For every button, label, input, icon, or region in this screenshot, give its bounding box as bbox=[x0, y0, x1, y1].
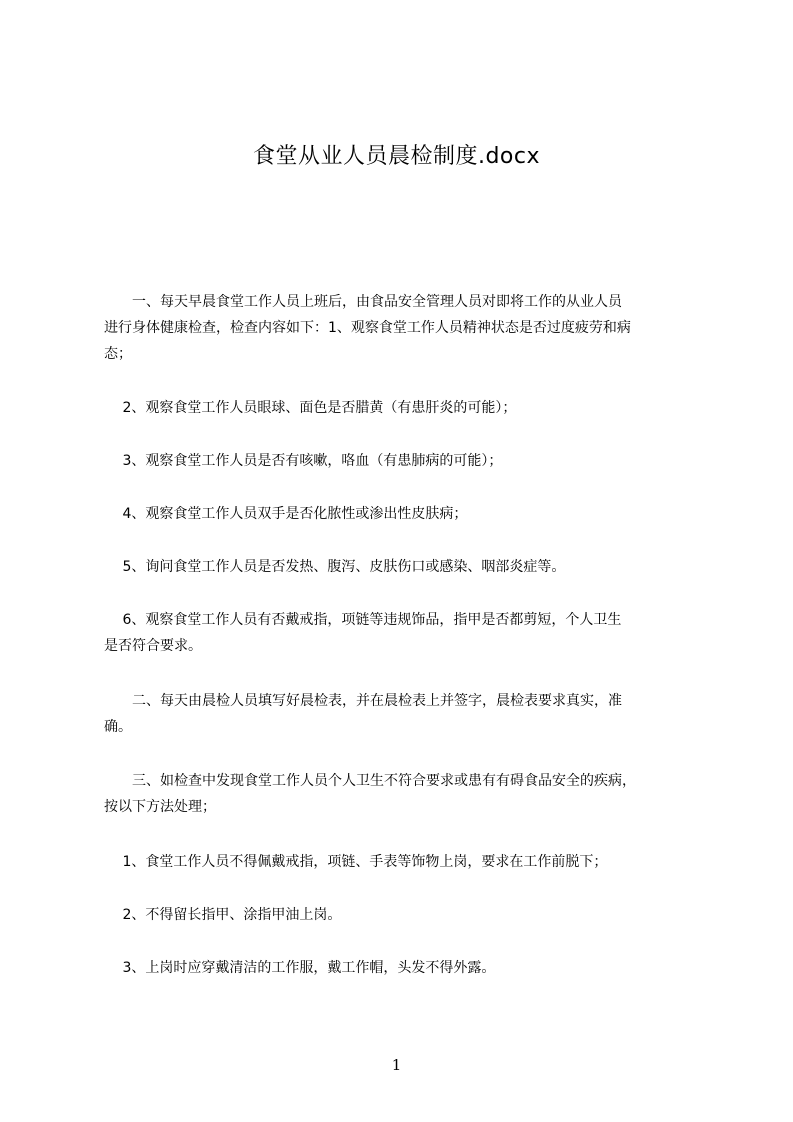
paragraph-line: 5、询问食堂工作人员是否发热、腹泻、皮肤伤口或感染、咽部炎症等。 bbox=[104, 559, 566, 575]
paragraph-2 bbox=[104, 395, 704, 421]
paragraph-6 bbox=[104, 607, 704, 659]
paragraph-11 bbox=[104, 955, 704, 981]
paragraph-4 bbox=[104, 501, 704, 527]
paragraph-line: 按以下方法处理； bbox=[104, 799, 216, 815]
paragraph-line: 三、如检查中发现食堂工作人员个人卫生不符合要求或患有有碍食品安全的疾病， bbox=[104, 773, 636, 789]
page-number: 1 bbox=[391, 1056, 402, 1074]
paragraph-5 bbox=[104, 554, 704, 580]
paragraph-line: 进行身体健康检查，检查内容如下：1、观察食堂工作人员精神状态是否过度疲劳和病 bbox=[104, 320, 631, 336]
paragraph-9 bbox=[104, 849, 704, 875]
paragraph-7 bbox=[104, 688, 704, 740]
paragraph-line: 态； bbox=[104, 346, 132, 362]
paragraph-line: 3、上岗时应穿戴清洁的工作服，戴工作帽，头发不得外露。 bbox=[104, 960, 496, 976]
paragraph-8 bbox=[104, 768, 704, 820]
paragraph-line: 二、每天由晨检人员填写好晨检表，并在晨检表上并签字，晨检表要求真实，准 bbox=[104, 693, 622, 709]
paragraph-line: 是否符合要求。 bbox=[104, 638, 202, 654]
paragraph-line: 1、食堂工作人员不得佩戴戒指，项链、手表等饰物上岗，要求在工作前脱下； bbox=[104, 854, 608, 870]
paragraph-3 bbox=[104, 448, 704, 474]
paragraph-1 bbox=[104, 289, 704, 367]
paragraph-line: 确。 bbox=[104, 719, 132, 735]
paragraph-10 bbox=[104, 902, 704, 928]
paragraph-line: 6、观察食堂工作人员有否戴戒指，项链等违规饰品，指甲是否都剪短，个人卫生 bbox=[104, 612, 622, 628]
document-title: 食堂从业人员晨检制度.docx bbox=[252, 144, 541, 169]
paragraph-line: 4、观察食堂工作人员双手是否化脓性或渗出性皮肤病； bbox=[104, 506, 468, 522]
paragraph-line: 2、观察食堂工作人员眼球、面色是否腊黄（有患肝炎的可能）； bbox=[104, 400, 517, 416]
paragraph-line: 2、不得留长指甲、涂指甲油上岗。 bbox=[104, 907, 342, 923]
paragraph-line: 一、每天早晨食堂工作人员上班后，由食品安全管理人员对即将工作的从业人员 bbox=[104, 294, 622, 310]
paragraph-line: 3、观察食堂工作人员是否有咳嗽，咯血（有患肺病的可能）； bbox=[104, 453, 503, 469]
